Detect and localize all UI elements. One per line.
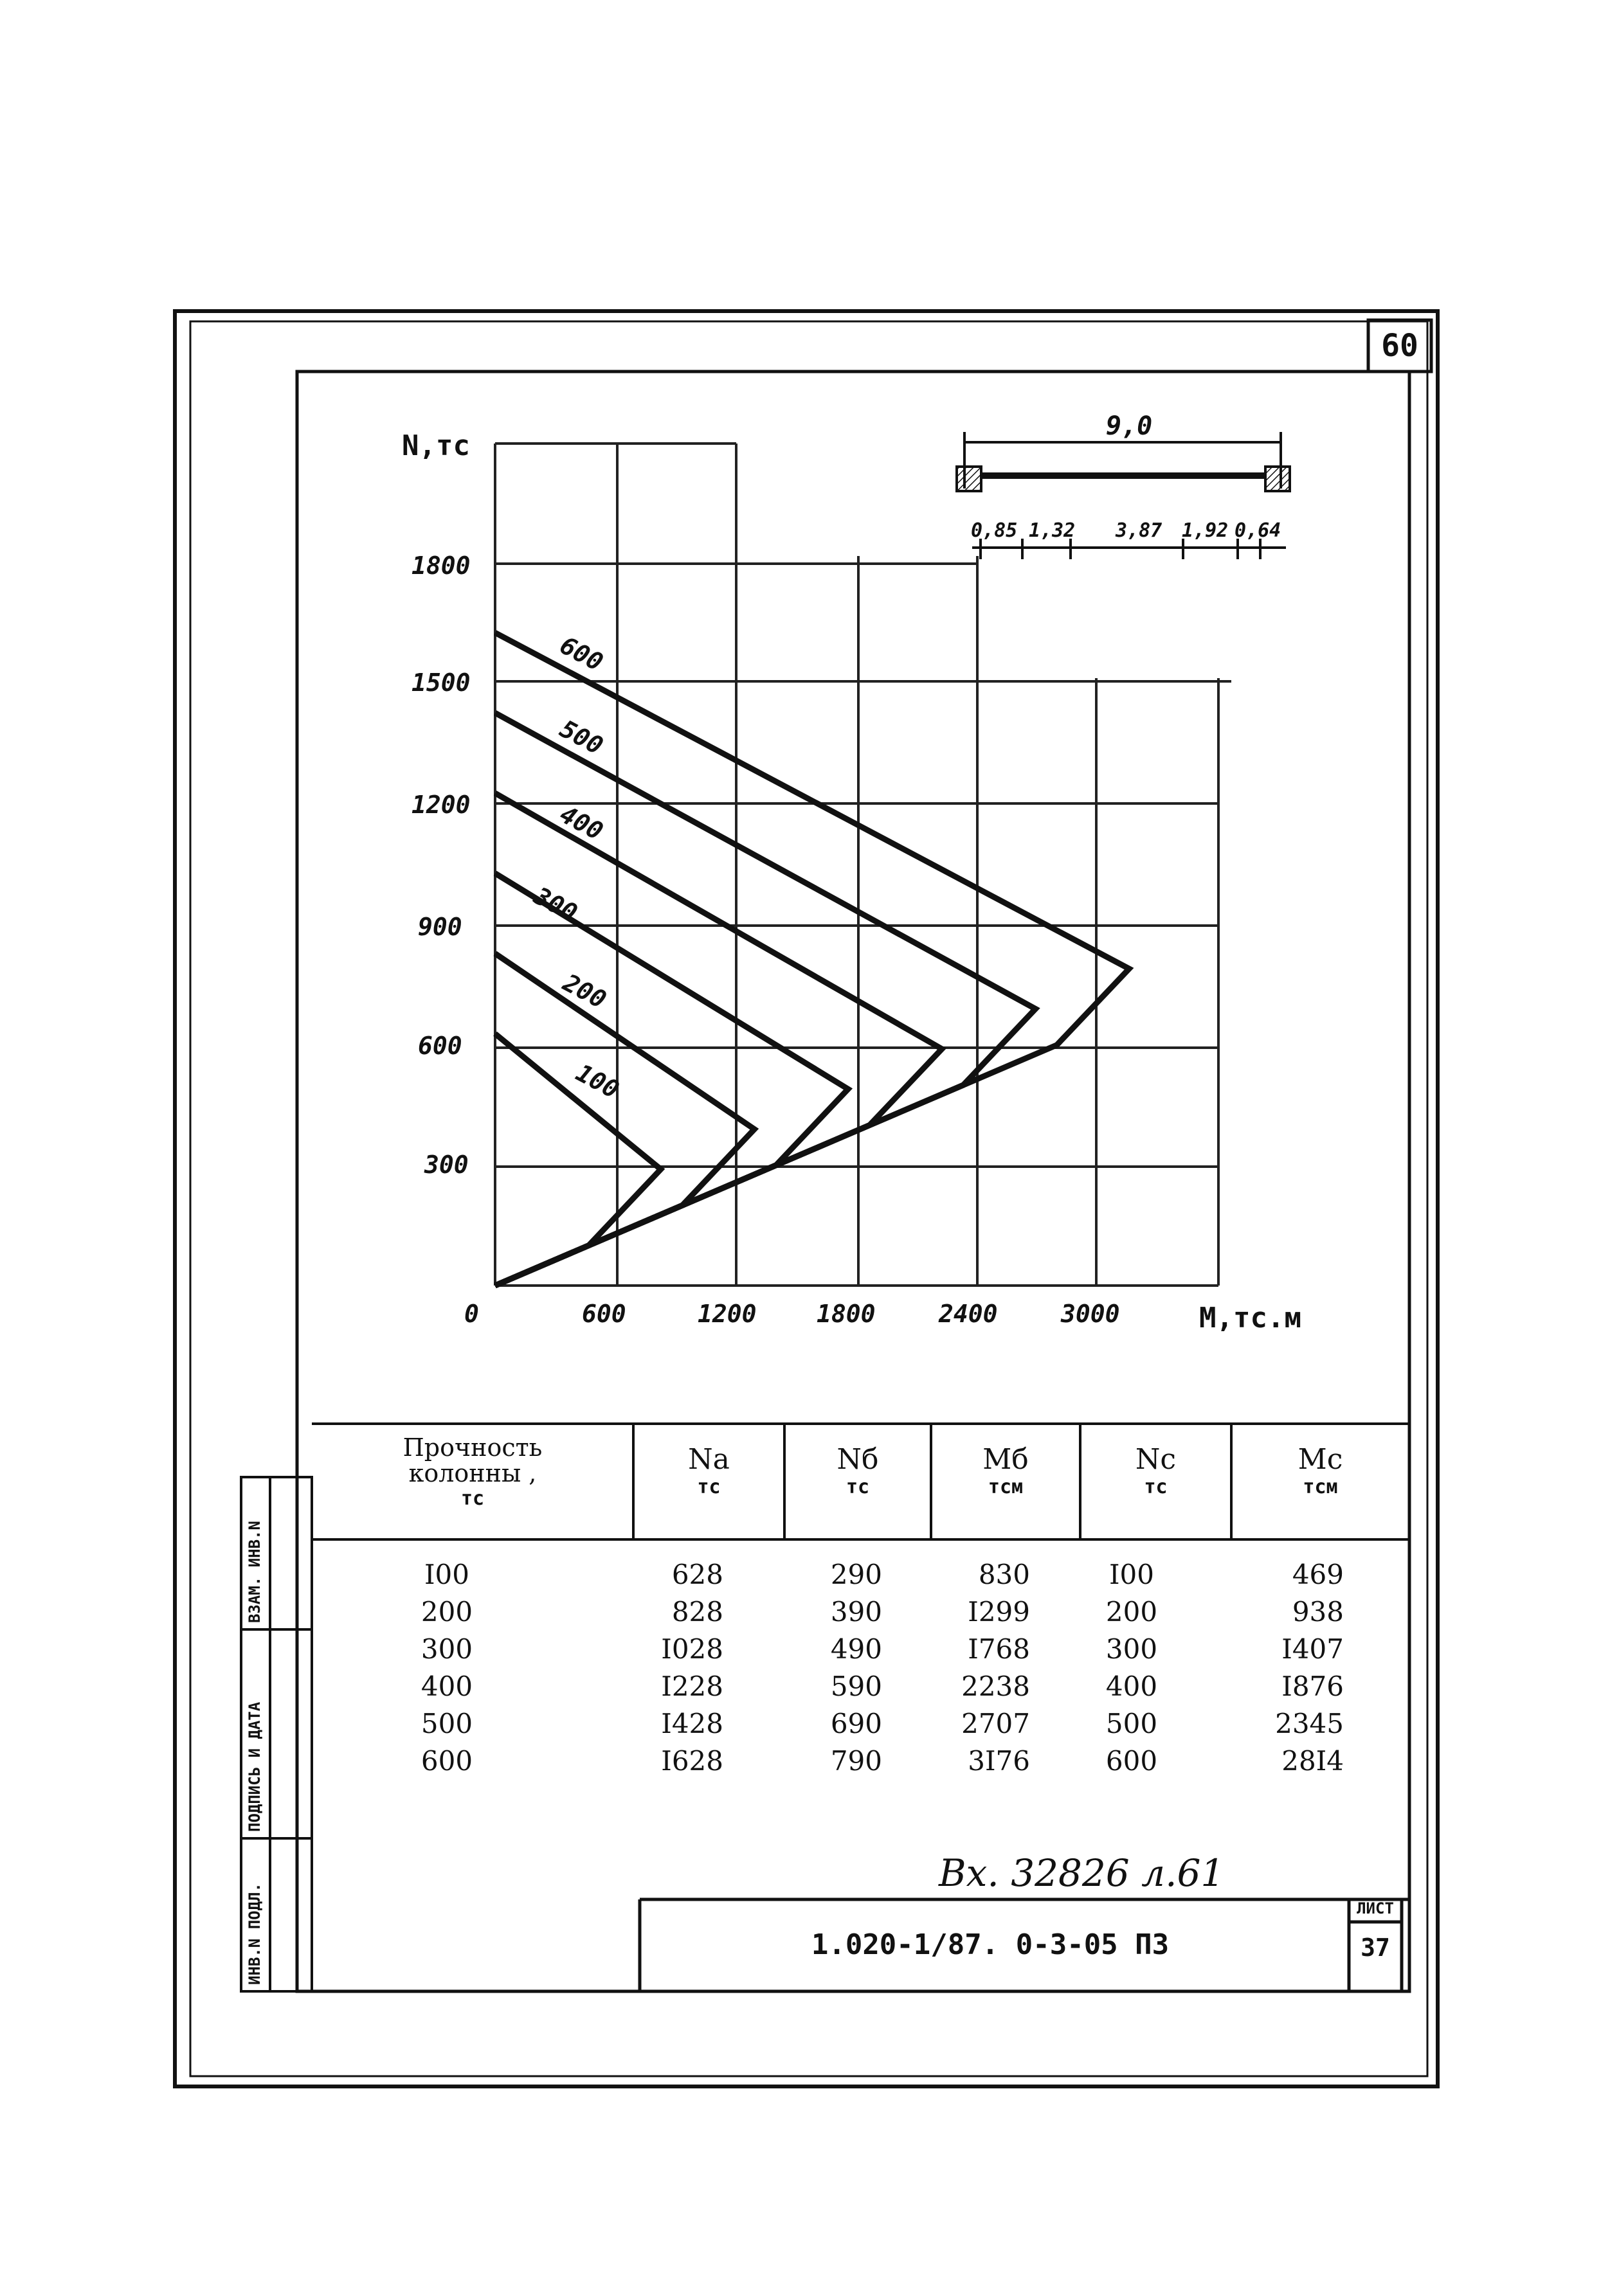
table-cell: 200 bbox=[1105, 1596, 1158, 1628]
table-cell: I299 bbox=[968, 1596, 1030, 1628]
sheet-label: ЛИСТ bbox=[1357, 1899, 1394, 1917]
header-mb bbox=[931, 1443, 1080, 1498]
page-number: 60 bbox=[1381, 328, 1418, 364]
table-cell: I768 bbox=[968, 1633, 1030, 1665]
series-line-200 bbox=[495, 953, 754, 1286]
segment-3: 3,87 bbox=[1116, 519, 1162, 542]
x-tick-2400: 2400 bbox=[939, 1300, 998, 1328]
header-nb bbox=[784, 1443, 931, 1498]
series-line-400 bbox=[495, 793, 942, 1286]
sheet-number: 37 bbox=[1361, 1933, 1390, 1962]
stamp-inv-label: ИНВ.N ПОДЛ. bbox=[246, 1883, 264, 1985]
header-nb-unit: тс bbox=[846, 1476, 870, 1498]
segment-5: 0,64 bbox=[1235, 519, 1281, 542]
chart-grid bbox=[495, 444, 1231, 1286]
table-cell: I028 bbox=[661, 1633, 723, 1665]
table-cell: 28I4 bbox=[1281, 1745, 1344, 1777]
table-cell: 490 bbox=[830, 1633, 882, 1665]
table-cell: I628 bbox=[661, 1745, 723, 1777]
handwritten-signature: Вх. 32826 л.61 bbox=[939, 1851, 1225, 1895]
header-na-unit: тс bbox=[697, 1476, 721, 1498]
table-cell: 628 bbox=[671, 1559, 723, 1590]
y-axis-label: N,тс bbox=[402, 429, 470, 462]
table-cell: 590 bbox=[830, 1671, 882, 1702]
header-mb-unit: тсм bbox=[988, 1476, 1024, 1498]
x-tick-3000: 3000 bbox=[1061, 1300, 1120, 1328]
table-cell: I428 bbox=[661, 1708, 723, 1739]
curve-label-100: 100 bbox=[571, 1058, 624, 1104]
outer-frame-inner bbox=[190, 321, 1427, 2076]
y-tick-1200: 1200 bbox=[412, 791, 471, 819]
curve-label-400: 400 bbox=[555, 800, 608, 846]
y-tick-300: 300 bbox=[424, 1151, 469, 1179]
header-mc bbox=[1231, 1443, 1409, 1498]
table-cell: 500 bbox=[421, 1708, 473, 1739]
table-cell: I00 bbox=[1108, 1559, 1155, 1590]
stamp-replace-label: ВЗАМ. ИНВ.N bbox=[246, 1521, 264, 1623]
table-cell: 290 bbox=[830, 1559, 882, 1590]
table-cell: 690 bbox=[830, 1708, 882, 1739]
table-cell: 400 bbox=[1105, 1671, 1158, 1702]
table-cell: 938 bbox=[1292, 1596, 1344, 1628]
table-cell: 3I76 bbox=[968, 1745, 1030, 1777]
table-cell: I407 bbox=[1281, 1633, 1344, 1665]
header-mc-label: Mс bbox=[1298, 1443, 1343, 1476]
y-tick-900: 900 bbox=[418, 913, 462, 941]
table-cell: 300 bbox=[421, 1633, 473, 1665]
table-cell: 469 bbox=[1292, 1559, 1344, 1590]
header-strength bbox=[360, 1435, 585, 1512]
table-cell: I00 bbox=[424, 1559, 470, 1590]
document-code: 1.020-1/87. 0-3-05 ПЗ bbox=[811, 1928, 1170, 1961]
curve-label-300: 300 bbox=[529, 881, 582, 928]
table-cell: 830 bbox=[978, 1559, 1030, 1590]
header-mc-unit: тсм bbox=[1303, 1476, 1338, 1498]
table-cell: 400 bbox=[421, 1671, 473, 1702]
segment-1: 0,85 bbox=[971, 519, 1018, 542]
curve-label-600: 600 bbox=[555, 631, 608, 677]
table-cell: 600 bbox=[421, 1745, 473, 1777]
x-tick-1200: 1200 bbox=[698, 1300, 757, 1328]
curve-label-500: 500 bbox=[555, 714, 608, 760]
y-tick-600: 600 bbox=[418, 1032, 462, 1060]
table-cell: 2345 bbox=[1275, 1708, 1344, 1739]
table-cell: 2238 bbox=[961, 1671, 1030, 1702]
header-strength-unit: тс bbox=[460, 1487, 485, 1510]
x-tick-0: 0 bbox=[464, 1300, 479, 1328]
table-cell: 600 bbox=[1105, 1745, 1158, 1777]
table-cell: 500 bbox=[1105, 1708, 1158, 1739]
table-cell: I228 bbox=[661, 1671, 723, 1702]
header-mb-label: Mб bbox=[982, 1443, 1029, 1476]
header-nc-label: Nс bbox=[1135, 1443, 1177, 1476]
table-cell: 828 bbox=[671, 1596, 723, 1628]
stamp-signature-label: ПОДПИСЬ И ДАТА bbox=[246, 1701, 264, 1832]
header-strength-label: Прочность колонны , bbox=[403, 1433, 543, 1487]
table-cell: 790 bbox=[830, 1745, 882, 1777]
header-na-label: Nа bbox=[688, 1443, 730, 1476]
x-tick-600: 600 bbox=[582, 1300, 626, 1328]
header-nc bbox=[1080, 1443, 1231, 1498]
curve-label-200: 200 bbox=[558, 968, 611, 1014]
header-na bbox=[633, 1443, 784, 1498]
span-length: 9,0 bbox=[1106, 411, 1153, 441]
segment-4: 1,92 bbox=[1182, 519, 1229, 542]
outer-frame bbox=[175, 311, 1438, 2086]
x-axis-label: M,тс.м bbox=[1199, 1302, 1301, 1334]
y-tick-1500: 1500 bbox=[412, 668, 471, 697]
table-cell: 200 bbox=[421, 1596, 473, 1628]
x-tick-1800: 1800 bbox=[817, 1300, 876, 1328]
header-nc-unit: тс bbox=[1144, 1476, 1168, 1498]
table-cell: I876 bbox=[1281, 1671, 1344, 1702]
table-cell: 300 bbox=[1105, 1633, 1158, 1665]
segment-2: 1,32 bbox=[1029, 519, 1076, 542]
header-nb-label: Nб bbox=[837, 1443, 879, 1476]
table-cell: 2707 bbox=[961, 1708, 1030, 1739]
table-cell: 390 bbox=[830, 1596, 882, 1628]
y-tick-1800: 1800 bbox=[412, 552, 471, 580]
